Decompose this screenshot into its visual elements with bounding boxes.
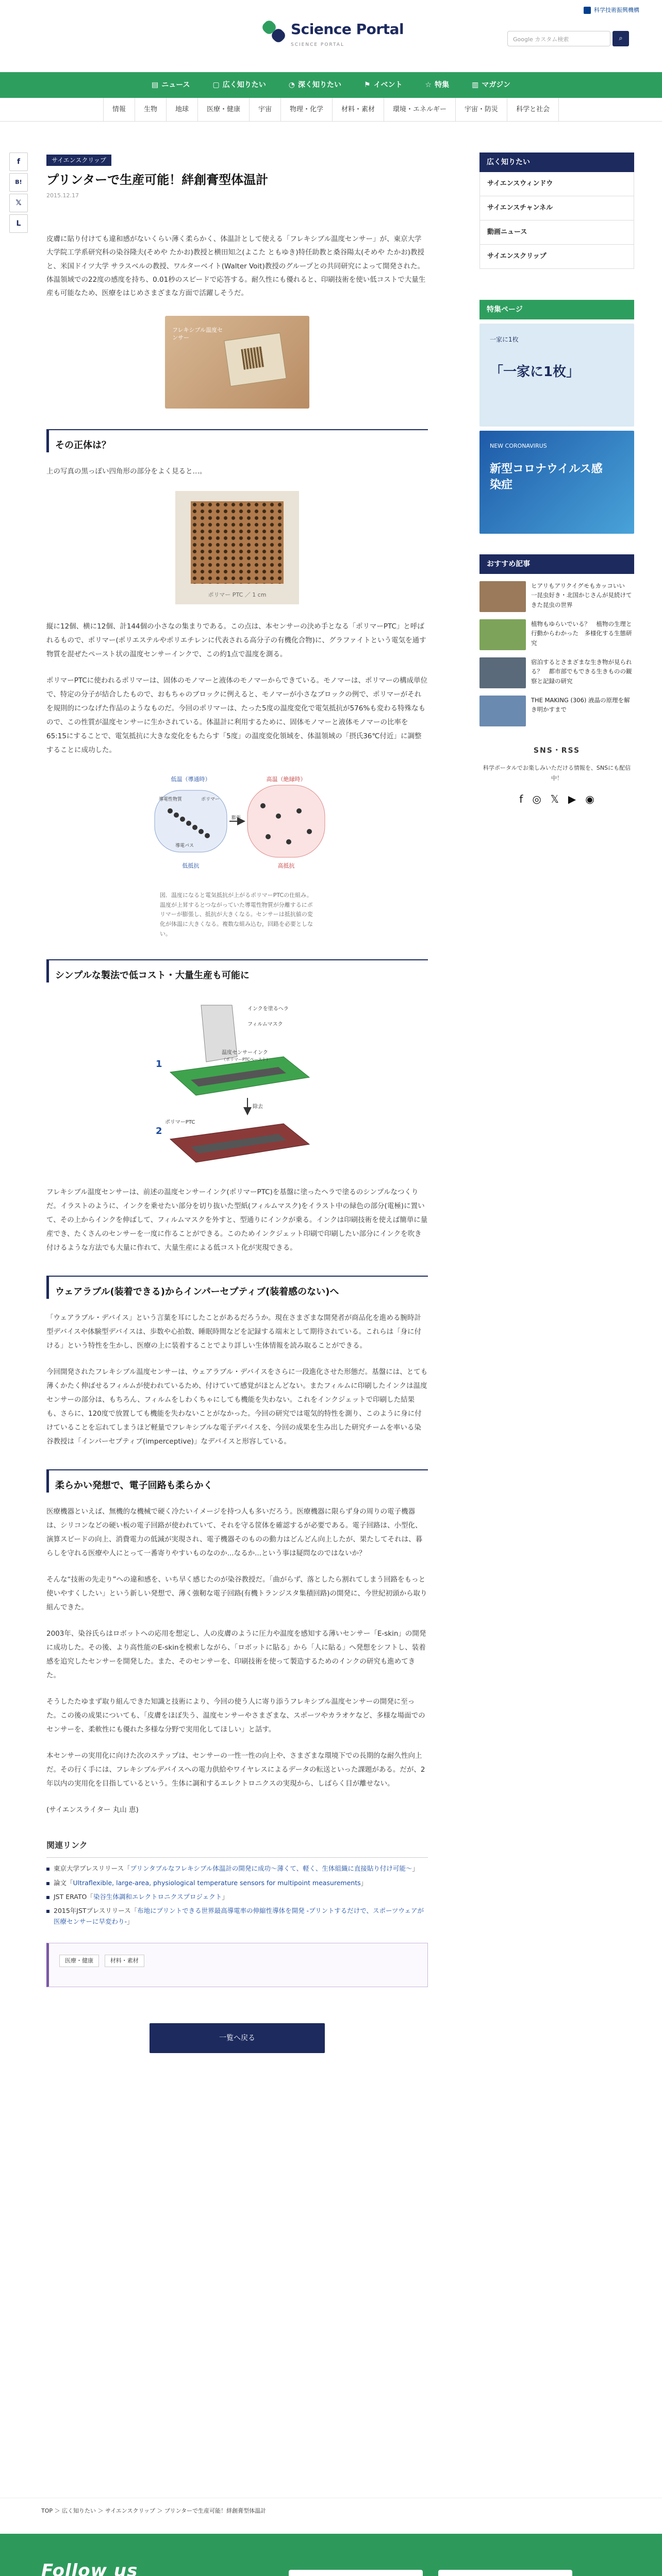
pick-item[interactable]: 植物もゆらいでいる？ 植物の生理と行動からわかった 多様化する生態研究 — [479, 619, 634, 650]
covid-banner[interactable] — [479, 431, 634, 534]
fig4-ink-label: インクを塗るへラ — [247, 1006, 289, 1012]
follow-section — [0, 2534, 662, 2576]
section-heading: シンプルな製法で低コスト・大量生産も可能に — [46, 959, 428, 982]
mechanism-caption: 図．温度になると電気抵抗が上がるポリマーPTCの仕組み。温度が上昇するとつながっていた導電性物質が分離するにポリマーが膨張し、抵抗が大きくなる。センサーは抵抗値の変化が体温に大きくなる。複数な組み込む，回路を必要としない。 — [160, 892, 313, 937]
fig3-lowres-label: 低抵抗 — [182, 862, 200, 869]
gnav-magazine[interactable]: ▥ マガジン — [460, 72, 522, 98]
flag-icon: ⚑ — [363, 81, 371, 89]
pick-item[interactable]: ヒアリもアリクイグモもカッコいい 一昆虫好き・北国かじさんが見続けてきた昆虫の世界 — [479, 581, 634, 612]
banner-sub: 一家に1枚 — [490, 336, 519, 343]
gnav-news[interactable]: ▤ ニュース — [140, 72, 202, 98]
x-share-icon[interactable]: 𝕏 — [9, 194, 28, 212]
writer-credit: (サイエンスライター 丸山 恵) — [46, 1805, 139, 1814]
paragraph: 上の写真の黒っぽい四角形の部分をよく見ると…。 — [46, 467, 207, 476]
genre-link[interactable]: 物理・化学 — [281, 98, 333, 121]
fig3-low-label: 低温（導通時） — [171, 775, 211, 783]
paragraph: 本センサーの実用化に向けた次のステップは、センサーの一性一性の向上や、さまざまな環境下での長期的な耐久性向上だ。その行く手には、フレキシブルデバイスへの電力供給やワイヤレスによるデータの転送といった課題がある。だが、2年以内の実用化を目指しているという。生体に調和するエレクトロニクスの実現から、しばらく目が離せない。 — [46, 1751, 425, 1788]
back-to-list-button[interactable]: 一覧へ戻る — [150, 2023, 325, 2053]
pick-thumb — [479, 657, 526, 688]
rss-icon[interactable]: ◉ — [585, 793, 594, 806]
section-heading: その正体は？ — [46, 429, 428, 452]
hatena-share-icon[interactable]: B! — [9, 173, 28, 192]
ptc-mechanism-diagram — [144, 770, 330, 939]
lead-paragraph: 皮膚に貼り付けても違和感がないくらい薄く柔らかく、体温計として使える「フレキシブル温度センサー」が、東京大学大学院工学系研究科の染谷隆夫(そめや たかお)教授と横田知之(よこた ともゆき)特任助教と桑谷陽太(そめや たかお)教授と、米国ドイツ大学 サラスベルの教授、ワルターベイト(Walter Voit)教授のグループとの共同研究によって開発された。体温領域での22度の感度を持ち、0.01秒のスピードで応答する。耐久性にも優れると、印刷技術を使い低コストで大量生産も可能なため、医療をはじめさまざまな方面で活躍しそうだ。 — [46, 234, 426, 298]
step-2-label: 2 — [156, 1126, 162, 1137]
gnav-feature[interactable]: ☆ 特集 — [414, 72, 461, 98]
youtube-icon[interactable]: ▶ — [568, 793, 576, 806]
microscope-icon: ◔ — [288, 81, 295, 89]
star-icon: ☆ — [425, 81, 432, 89]
related-item: 論文「Ultraflexible, large-area, physiological temperature sensors for multipoint measurements」 — [46, 1877, 428, 1888]
sidebar-wide-title: 広く知りたい — [479, 152, 634, 172]
high-temp-blob — [247, 785, 325, 857]
sidebar-item-window[interactable]: サイエンスウィンドウ — [479, 172, 634, 196]
pick-thumb — [479, 696, 526, 726]
process-svg — [144, 995, 330, 1165]
search-input[interactable]: Google カスタム検索 — [507, 31, 610, 46]
global-nav — [0, 72, 662, 98]
ptc-grid-photo — [175, 491, 299, 604]
paragraph: 医療機器といえば、無機的な機械で硬く冷たいイメージを持つ人も多いだろう。医療機器に限らず身の周りの電子機器は、シリコンなどの硬い板の電子回路が使われていて、それを守る筐体を確認するが必要である。電子回路は、小型化、演算スピードの向上、消費電力の低減が実現され、電子機器そのものの動力はどんどん向上したが、果たしてそれは、暮らしを守れる医療や人にとって一番寄りやすいものなのか...なるか...という事は疑問なのではないか？ — [46, 1507, 423, 1557]
related-link[interactable]: Ultraflexible, large-area, physiological temperature sensors for multipoint measurements — [73, 1878, 361, 1887]
tag-box — [46, 1943, 428, 1987]
banner-title: 新型コロナウイルス感染症 — [490, 463, 603, 492]
x-icon[interactable]: 𝕏 — [550, 793, 559, 806]
genre-nav — [0, 98, 662, 122]
pick-item[interactable]: THE MAKING (306) 液晶の原理を解き明かすまで — [479, 696, 634, 726]
jst-icon — [584, 7, 591, 14]
banner-sub: NEW CORONAVIRUS — [490, 443, 547, 449]
related-item: 2015年JSTプレスリリース「布地にプリントできる世界最高導電率の伸縮性導体を開発 -プリントするだけで、スポーツウェアが医療センサーに早変わり-」 — [46, 1905, 428, 1927]
breadcrumb-clip[interactable]: サイエンスクリップ — [105, 2507, 156, 2514]
line-share-icon[interactable]: L — [9, 214, 28, 233]
grid-caption: ポリマー PTC ／ 1 cm — [208, 591, 267, 598]
paragraph: フレキシブル温度センサーは、前述の温度センサーインク(ポリマーPTC)を基盤に塗ったヘラで塗るのシンプルなつくりだ。イラストのように、インクを乗せたい部分を切り抜いた型紙(フィルムマスク)をイラスト中の緑色の部分(電極)に置いて、その上からインクを伸ばして、フィルムマスクを外すと、型通りにインクが乗る。インクは印刷技術を使えば簡単に量産でき、たくさんのセンサーを一度に作ることができる。このためインクジェット印刷で印刷したい部分にインクを吹き付けるような方法でも大量に作れて、大量生産による低コスト化が実現できる。 — [46, 1188, 428, 1252]
genre-link[interactable]: 材料・素材 — [333, 98, 384, 121]
x-follow-card[interactable] — [438, 2570, 572, 2576]
paragraph: そうしたたゆまず取り組んできた知識と技術により、今回の使う人に寄り添うフレキシブル温度センサーの開発に至った。この後の成果についても、「皮膚をほぼ失う、温度センサーやさまざまな、スポーツやカラオケなど、多様な場面でのセンサーを、柔軟性にも優れた多様な分野で実用化してほしい」と話す。 — [46, 1697, 425, 1734]
sns-text: 科学ポータルでお楽しみいただける情報を、SNSにも配信中！ — [483, 764, 631, 782]
breadcrumb-wide[interactable]: 広く知りたい — [62, 2507, 96, 2514]
breadcrumb: TOP ＞ 広く知りたい ＞ サイエンスクリップ ＞ プリンターで生産可能！絆創膏型体温計 — [0, 2498, 662, 2523]
facebook-share-icon[interactable]: f — [9, 152, 28, 171]
pick-item[interactable]: 宿泊するとさまざまな生き物が見られる？ 都市部でもできる生きものの観察と記録の研究 — [479, 657, 634, 688]
sidebar-pick-title: おすすめ記事 — [479, 554, 634, 574]
breadcrumb-top[interactable]: TOP — [41, 2507, 53, 2514]
related-title: 関連リンク — [46, 1838, 428, 1858]
logo-mark-icon — [263, 21, 286, 44]
fig3-high-label: 高温（絶縁時） — [266, 775, 306, 783]
share-bar — [9, 152, 28, 235]
paragraph: 今回開発されたフレキシブル温度センサーは、ウェアラブル・デバイスをさらに一段進化させた形態だ。基盤には、とても薄くかたく伸ばせるフィルムが使われているため、付けていて感覚がほとんどない。またフィルムに印刷したインクは温度センサーの部分は、もちろん、フィルムをしわくちゃにしても機能を失わない。これをインクジェットで印刷した結果も、さらに、120度で放置しても機能を失わないことがなかった。今回の研究では電気的特性を測り、このように身に付けていることを忘れてしまうほど軽量でフレキシブルな電子デバイスを、今回の成果を生み出した研究チームを率いる染谷教授は「インパーセプティブ(imperceptive)」なデバイスと形容している。 — [46, 1367, 428, 1446]
paragraph: そんな“技術の先走り”への違和感を、いち早く感じたのが染谷教授だ。「曲がらず、落としたら割れてしまう回路をもっと使いやすくしたい」という新しい発想で、薄く強靭な電子回路(有機トランジスタ集積回路)の開発に、今世紀初頭から取り組んできた。 — [46, 1575, 427, 1612]
breadcrumb-current: プリンターで生産可能！絆創膏型体温計 — [164, 2507, 267, 2514]
fig3-path-label: 導電パス — [175, 843, 194, 849]
step-1-label: 1 — [156, 1059, 162, 1070]
sensor-photo — [165, 316, 309, 409]
fig3-swell-label: 膨張 — [231, 815, 241, 821]
fig4-temp-ink-label: 温度センサーインク — [222, 1050, 268, 1056]
fig4-ptc-label: ポリマーPTC — [165, 1120, 195, 1126]
related-links — [46, 1838, 428, 1927]
gnav-wide[interactable]: ▢ 広く知りたい — [202, 72, 277, 98]
follow-title: Follow us — [41, 2561, 138, 2576]
pick-thumb — [479, 619, 526, 650]
fig4-temp-ink-sub: （ポリマーPTCペースト） — [222, 1057, 271, 1062]
mechanism-svg — [144, 770, 330, 883]
newspaper-icon: ▤ — [151, 81, 159, 89]
related-link[interactable]: 染谷生体調和エレクトロニクスプロジェクト — [93, 1892, 222, 1901]
sidebar-feature-title: 特集ページ — [479, 300, 634, 319]
sidebar-item-channel[interactable]: サイエンスチャンネル — [479, 196, 634, 221]
sidebar-item-clip[interactable]: サイエンスクリップ — [479, 245, 634, 269]
fig3-polymer-label: ポリマー — [201, 796, 220, 802]
publish-date: 2015.12.17 — [46, 192, 79, 199]
fig3-conduct-label: 導電性物質 — [159, 796, 183, 802]
sns-icons — [479, 789, 634, 809]
genre-link[interactable]: 宇宙 — [250, 98, 281, 121]
genre-link[interactable]: 生物 — [135, 98, 167, 121]
printing-process-diagram — [144, 995, 330, 1170]
photo-label: フレキシブル温度センサー — [172, 326, 223, 341]
sidebar-item-video[interactable]: 動画ニュース — [479, 221, 634, 245]
site-header — [0, 0, 662, 72]
paragraph: 2003年、染谷氏らはロボットへの応用を想定し、人の皮膚のように圧力や温度を感知する薄いセンサー「E-skin」の開発に成功した。その後、より高性能のE-skinを模索しながら、「ロボットに貼る」から「人に貼る」へ発想をシフトし、装着感を追究したセンサーを開発した。また、そのセンサーを、印刷技術を使って製造するためのインクの研究も進めてきた。 — [46, 1629, 426, 1680]
related-item: JST ERATO「染谷生体調和エレクトロニクスプロジェクト」 — [46, 1891, 428, 1902]
genre-link[interactable]: 医療・健康 — [198, 98, 250, 121]
article — [46, 152, 428, 2053]
sidebar — [479, 152, 634, 809]
banner-title: 「一家に1枚」 — [490, 364, 580, 380]
fig4-remove-label: 除去 — [253, 1104, 263, 1110]
section-heading: ウェアラブル(装着できる)からインパーセプティブ(装着感のない)へ — [46, 1276, 428, 1299]
magnifier-icon[interactable]: ⌕ — [613, 31, 629, 46]
fig4-mask-label: フィルムマスク — [247, 1022, 283, 1028]
jst-link[interactable]: 科学技術振興機構 — [584, 5, 639, 16]
gnav-event[interactable]: ⚑ イベント — [353, 72, 414, 98]
fig3-highres-label: 高抵抗 — [277, 862, 295, 869]
ikka-banner[interactable] — [479, 324, 634, 427]
ptc-grid — [191, 501, 284, 584]
related-item: 東京大学プレスリリース「プリンタブルなフレキシブル体温計の開発に成功～薄くて、軽く、生体組織に直接貼り付け可能～」 — [46, 1863, 428, 1874]
tag-chip[interactable]: 材料・素材 — [105, 1955, 144, 1967]
section-heading: 柔らかい発想で、電子回路も柔らかく — [46, 1469, 428, 1493]
facebook-icon[interactable]: f — [519, 793, 523, 806]
facebook-follow-card[interactable] — [289, 2570, 423, 2576]
genre-link[interactable]: 宇宙・防災 — [456, 98, 507, 121]
genre-link[interactable]: 科学と社会 — [507, 98, 559, 121]
sensor-grid — [241, 346, 264, 369]
paragraph: ポリマーPTCに使われるポリマーは、固体のモノマーと液体のモノマーからできている。モノマーは、ポリマーの構成単位で、特定の分子が結合したもので、おもちゃのブロックに例えると、モノマーが小さなブロックの例で、ポリマーがそれを規則的につなげた作品のようなものだ。今回のポリマーは、たった5度の温度変化で電気抵抗が576%も変わる特殊なもので、この性質が温度センサーに生かされている。体温計に利用するために、固体モノマーと液体モノマーの比率を65:15にすることで、電気抵抗に大きな変化をもたらす「5度」の温度変化領域を、体温領域の「摂氏36℃付近」に調整することに成功した。 — [46, 676, 428, 754]
page-title: プリンターで生産可能！絆創膏型体温計 — [46, 172, 269, 187]
gnav-deep[interactable]: ◔ 深く知りたい — [277, 72, 353, 98]
paragraph: 「ウェアラブル・デバイス」という言葉を耳にしたことがあるだろうか。現在さまざまな開発者が商品化を進める腕時計型デバイスや体験型デバイスは、歩数や心拍数、睡眠時間などを記録する端末として期待されている。これらは「身に付ける」という特性を生かし、医療の上に装着することでより詳しい生体情報を読み取ることができる。 — [46, 1313, 422, 1350]
pick-thumb — [479, 581, 526, 612]
tag-chip[interactable]: 医療・健康 — [59, 1955, 99, 1967]
genre-link[interactable]: 環境・エネルギー — [384, 98, 456, 121]
magazine-icon: ▥ — [472, 81, 479, 89]
genre-link[interactable]: 情報 — [103, 98, 135, 121]
site-logo[interactable]: Science Portal SCIENCE PORTAL — [263, 15, 404, 49]
related-link[interactable]: プリンタブルなフレキシブル体温計の開発に成功～薄くて、軽く、生体組織に直接貼り付け可能～ — [130, 1865, 412, 1873]
book-icon: ▢ — [212, 81, 220, 89]
category-tag[interactable]: サイエンスクリップ — [46, 155, 111, 166]
instagram-icon[interactable]: ◎ — [532, 793, 541, 806]
related-link[interactable]: 布地にプリントできる世界最高導電率の伸縮性導体を開発 -プリントするだけで、スポーツウェアが医療センサーに早変わり- — [54, 1907, 424, 1926]
sns-title: SNS・RSS — [533, 747, 581, 755]
genre-link[interactable]: 地球 — [167, 98, 198, 121]
paragraph: 縦に12個、横に12個、計144個の小さなの集まりである。この点は、本センサーの決め手となる「ポリマーPTC」と呼ばれるもので、ポリマー(ポリエステルやポリエチレンに代表される高分子の有機化合物)に、グラファイトという電気を通す物質を混ぜたペースト状の温度センサーインクで、この約1点で温度を測る。 — [46, 622, 426, 658]
